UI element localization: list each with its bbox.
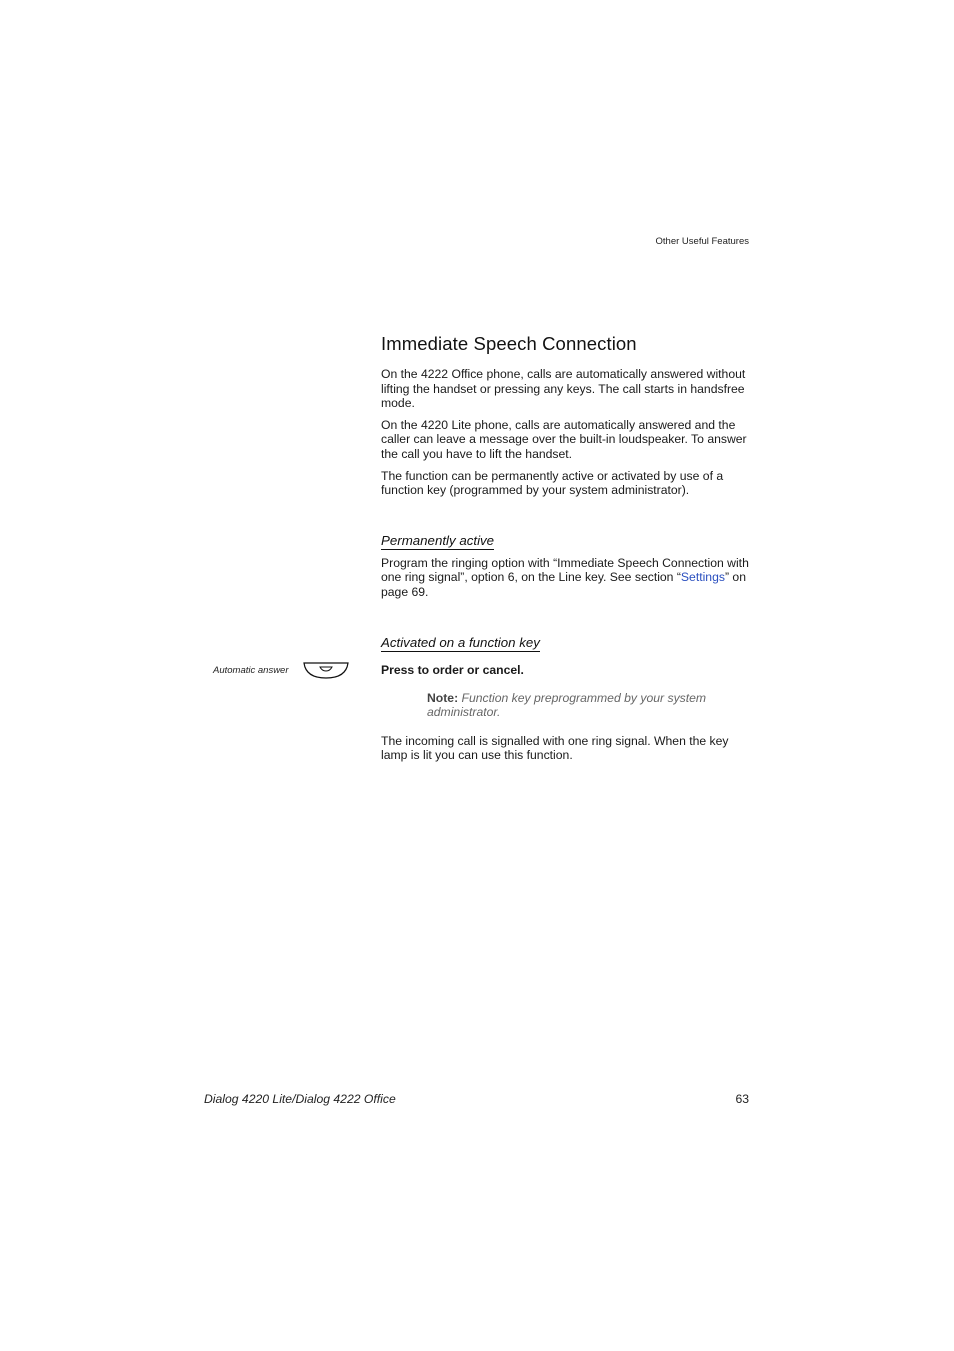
function-key-heading: Activated on a function key <box>381 634 540 650</box>
permanently-active-text-end: ” on page 69. <box>381 570 746 599</box>
key-instruction: Press to order or cancel. <box>381 662 524 677</box>
settings-link[interactable]: Settings <box>680 570 725 585</box>
footer-product: Dialog 4220 Lite/Dialog 4222 Office <box>204 1092 396 1106</box>
permanently-active-text-start: Program the ringing option with “Immediate Speech Connection with one ring signal”, option 6, on the Line key. See section “ <box>381 555 749 585</box>
permanently-active-heading: Permanently active <box>381 532 495 548</box>
permanently-active-heading-wrap <box>381 532 753 550</box>
page-number: 63 <box>735 1092 749 1106</box>
note-label: Note: <box>427 690 459 705</box>
running-header: Other Useful Features <box>655 236 749 247</box>
permanently-active-text <box>381 556 753 600</box>
paragraph-office: On the 4222 Office phone, calls are automatically answered without lifting the handset or pressing any keys. The call starts in handsfree mode. <box>381 367 746 411</box>
section-title: Immediate Speech Connection <box>381 333 637 354</box>
function-key-icon <box>302 660 350 680</box>
note <box>427 691 753 720</box>
function-key-label: Automatic answer <box>213 665 289 676</box>
main-content <box>381 333 753 770</box>
note-text: Function key preprogrammed by your system administrator. <box>427 690 707 720</box>
function-key-heading-wrap <box>381 634 753 652</box>
paragraph-function: The function can be permanently active or activated by use of a function key (programmed by your system administrator). <box>381 468 724 498</box>
paragraph-lite: On the 4220 Lite phone, calls are automatically answered and the caller can leave a message over the built-in loudspeaker. To answer the call you have to lift the handset. <box>381 417 747 461</box>
followup-text: The incoming call is signalled with one ring signal. When the key lamp is lit you can use this function. <box>381 733 729 763</box>
